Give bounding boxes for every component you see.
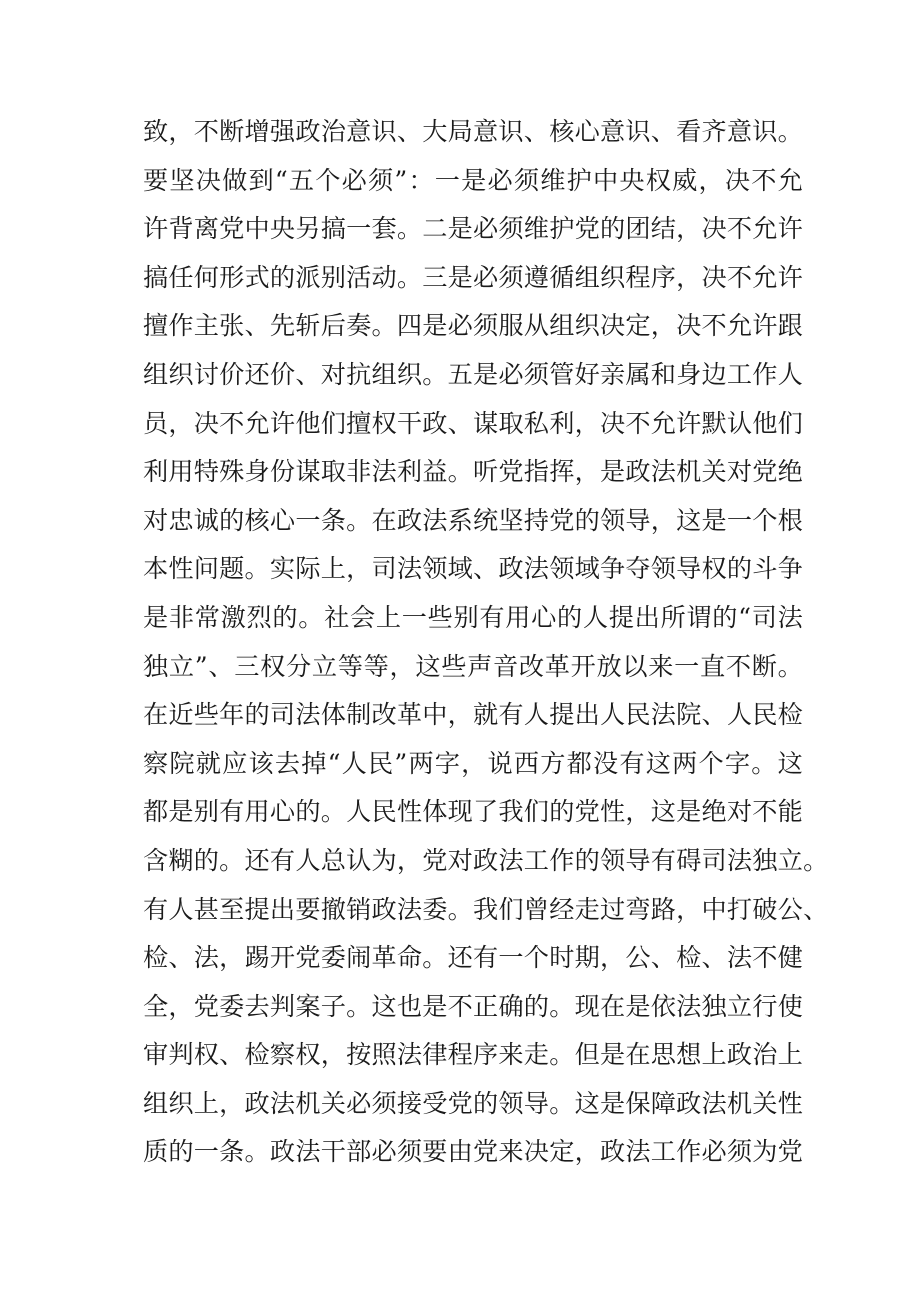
text-line: 搞任何形式的派别活动。三是必须遵循组织程序，决不允许 — [143, 262, 804, 292]
text-line: 利用特殊身份谋取非法利益。听党指挥，是政法机关对党绝 — [143, 457, 804, 487]
text-line: 组织讨价还价、对抗组织。五是必须管好亲属和身边工作人 — [143, 359, 804, 389]
text-line: 对忠诚的核心一条。在政法系统坚持党的领导，这是一个根 — [143, 505, 804, 535]
text-line: 在近些年的司法体制改革中，就有人提出人民法院、人民检 — [143, 700, 804, 730]
text-line: 组织上，政法机关必须接受党的领导。这是保障政法机关性 — [143, 1088, 804, 1118]
text-line: 要坚决做到“五个必须”：一是必须维护中央权威，决不允 — [143, 165, 803, 195]
text-line: 本性问题。实际上，司法领域、政法领域争夺领导权的斗争 — [143, 554, 804, 584]
text-line: 审判权、检察权，按照法律程序来走。但是在思想上政治上 — [143, 1040, 804, 1070]
text-line: 致，不断增强政治意识、大局意识、核心意识、看齐意识。 — [143, 117, 804, 146]
body-text — [143, 108, 829, 1177]
text-line: 有人甚至提出要撤销政法委。我们曾经走过弯路，中打破公、 — [143, 894, 829, 924]
text-line: 含糊的。还有人总认为，党对政法工作的领导有碍司法独立。 — [143, 845, 829, 875]
text-line: 许背离党中央另搞一套。二是必须维护党的团结，决不允许 — [143, 214, 804, 244]
text-line: 质的一条。政法干部必须要由党来决定，政法工作必须为党 — [143, 1137, 804, 1167]
text-line: 独立”、三权分立等等，这些声音改革开放以来一直不断。 — [143, 651, 803, 681]
text-line: 检、法，踢开党委闹革命。还有一个时期，公、检、法不健 — [143, 943, 804, 973]
text-line: 都是别有用心的。人民性体现了我们的党性，这是绝对不能 — [143, 797, 804, 827]
text-line: 是非常激烈的。社会上一些别有用心的人提出所谓的“司法 — [143, 602, 803, 632]
text-line: 擅作主张、先斩后奏。四是必须服从组织决定，决不允许跟 — [143, 311, 804, 341]
text-line: 察院就应该去掉“人民”两字，说西方都没有这两个字。这 — [143, 748, 803, 778]
text-line: 全，党委去判案子。这也是不正确的。现在是依法独立行使 — [143, 991, 804, 1021]
text-line: 员，决不允许他们擅权干政、谋取私利，决不允许默认他们 — [143, 408, 804, 438]
